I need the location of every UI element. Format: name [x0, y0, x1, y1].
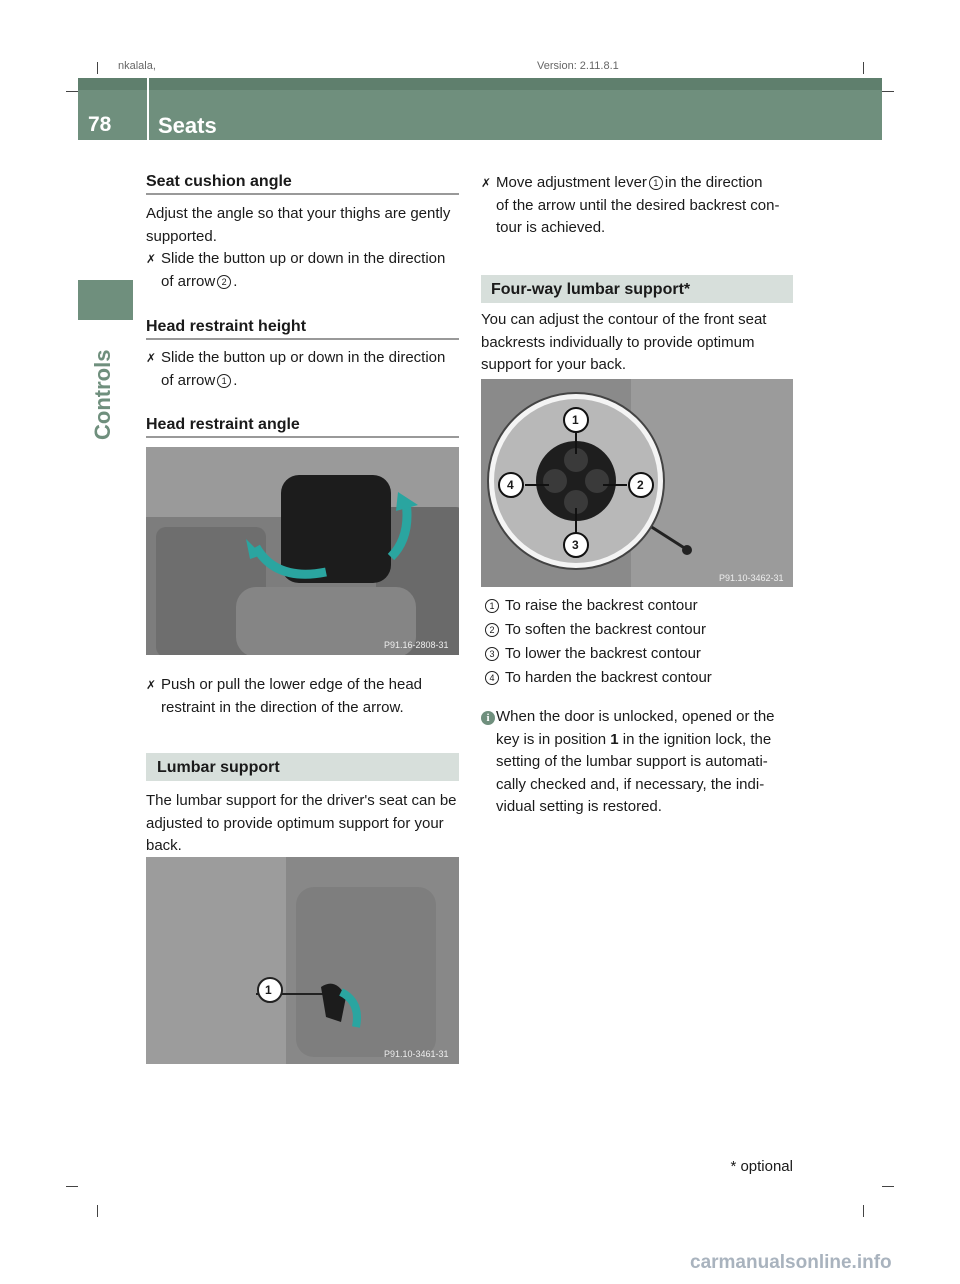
heading-rule	[146, 436, 459, 438]
lumbar-image	[146, 857, 459, 1064]
list-item-text: To soften the backrest contour	[505, 621, 706, 638]
head-restraint-illustration	[146, 447, 459, 655]
side-tab	[78, 280, 133, 320]
lumbar-illustration	[146, 857, 459, 1064]
heading-lumbar-support: Lumbar support	[157, 759, 280, 776]
header-separator	[147, 78, 149, 140]
move-lever-step	[481, 172, 796, 240]
crop-mark	[97, 62, 98, 74]
list-item-text: To harden the backrest contour	[505, 669, 712, 686]
info-text: When the door is unlocked, opened or the	[496, 708, 775, 725]
footer-note: * optional	[730, 1158, 793, 1175]
page-number: 78	[88, 113, 112, 136]
crop-mark	[882, 1186, 894, 1187]
page-title: Seats	[158, 113, 217, 138]
step-text: Slide the button up or down in the direction	[161, 349, 446, 366]
info-text: key is in position	[496, 730, 607, 748]
list-item	[489, 667, 712, 689]
callout-ref: 2	[485, 623, 499, 637]
callout-2: 2	[637, 478, 644, 492]
four-way-body: You can adjust the contour of the front seat backrests individually to provide optimum support for your back.	[481, 311, 767, 373]
info-text: in the ignition lock, the	[622, 730, 772, 748]
seat-cushion-body: Adjust the angle so that your thighs are gently supported.	[146, 205, 451, 245]
top-meta-left: nkalala,	[118, 60, 156, 72]
crop-mark	[66, 91, 78, 92]
list-item-text: To lower the backrest contour	[505, 645, 701, 662]
heading-rule	[146, 338, 459, 340]
crop-mark	[863, 62, 864, 74]
crop-mark	[66, 1186, 78, 1187]
crop-mark	[97, 1205, 98, 1217]
info-text: vidual setting is restored.	[496, 798, 662, 815]
step-arrow-icon: ✗	[481, 176, 492, 190]
heading-seat-cushion-angle: Seat cushion angle	[146, 173, 292, 190]
crop-mark	[863, 1205, 864, 1217]
heading-rule	[146, 193, 459, 195]
step-text: tour is achieved.	[496, 219, 606, 236]
callout-ref: 4	[485, 671, 499, 685]
step-text: of the arrow until the desired backrest con-	[496, 196, 780, 214]
lumbar-body: The lumbar support for the driver's seat can be adjusted to provide optimum support for your back.	[146, 792, 457, 854]
callout-3: 3	[572, 538, 579, 552]
step-arrow-icon: ✗	[146, 252, 157, 266]
four-way-image	[481, 379, 793, 587]
list-item	[489, 595, 698, 617]
step-text: Push or pull the lower edge of the head restraint in the direction of the arrow.	[161, 676, 423, 716]
list-item	[489, 619, 706, 641]
head-height-step	[146, 347, 465, 392]
info-icon: i	[481, 711, 495, 725]
step-arrow-icon: ✗	[146, 351, 157, 365]
step-text: of arrow	[161, 272, 216, 290]
header-strip	[78, 78, 882, 90]
callout-ref: 3	[485, 647, 499, 661]
heading-head-restraint-height: Head restraint height	[146, 318, 307, 335]
watermark: carmanualsonline.info	[690, 1252, 892, 1273]
head-restraint-image	[146, 447, 459, 655]
callout-ref: 2	[217, 275, 231, 289]
crop-mark	[882, 91, 894, 92]
info-text: cally checked and, if necessary, the indi-	[496, 775, 765, 793]
seat-cushion-step	[146, 248, 465, 293]
list-item-text: To raise the backrest contour	[505, 597, 698, 614]
callout-ref: 1	[485, 599, 499, 613]
list-item	[489, 643, 701, 665]
callout-1: 1	[572, 413, 579, 427]
step-text: of arrow	[161, 371, 216, 389]
image-caption: P91.16-2808-31	[384, 640, 449, 650]
callout-1: 1	[265, 983, 272, 997]
step-arrow-icon: ✗	[146, 678, 157, 692]
top-meta-right: Version: 2.11.8.1	[537, 60, 619, 72]
step-text: Move adjustment lever	[496, 174, 647, 191]
info-note	[496, 706, 796, 819]
heading-four-way-lumbar: Four-way lumbar support*	[491, 281, 691, 298]
callout-4: 4	[507, 478, 514, 492]
step-text: Slide the button up or down in the direction	[161, 250, 446, 267]
info-text: setting of the lumbar support is automati-	[496, 753, 768, 770]
heading-head-restraint-angle: Head restraint angle	[146, 416, 300, 433]
callout-ref: 1	[649, 176, 663, 190]
callout-ref: 1	[217, 374, 231, 388]
step-end: .	[233, 371, 238, 389]
side-tab-label: Controls	[90, 349, 115, 440]
image-caption: P91.10-3461-31	[384, 1049, 449, 1059]
step-text: in the direction	[664, 174, 763, 191]
head-angle-step	[146, 674, 451, 719]
step-end: .	[233, 272, 238, 290]
info-position: 1	[610, 730, 619, 748]
image-caption: P91.10-3462-31	[719, 573, 784, 583]
